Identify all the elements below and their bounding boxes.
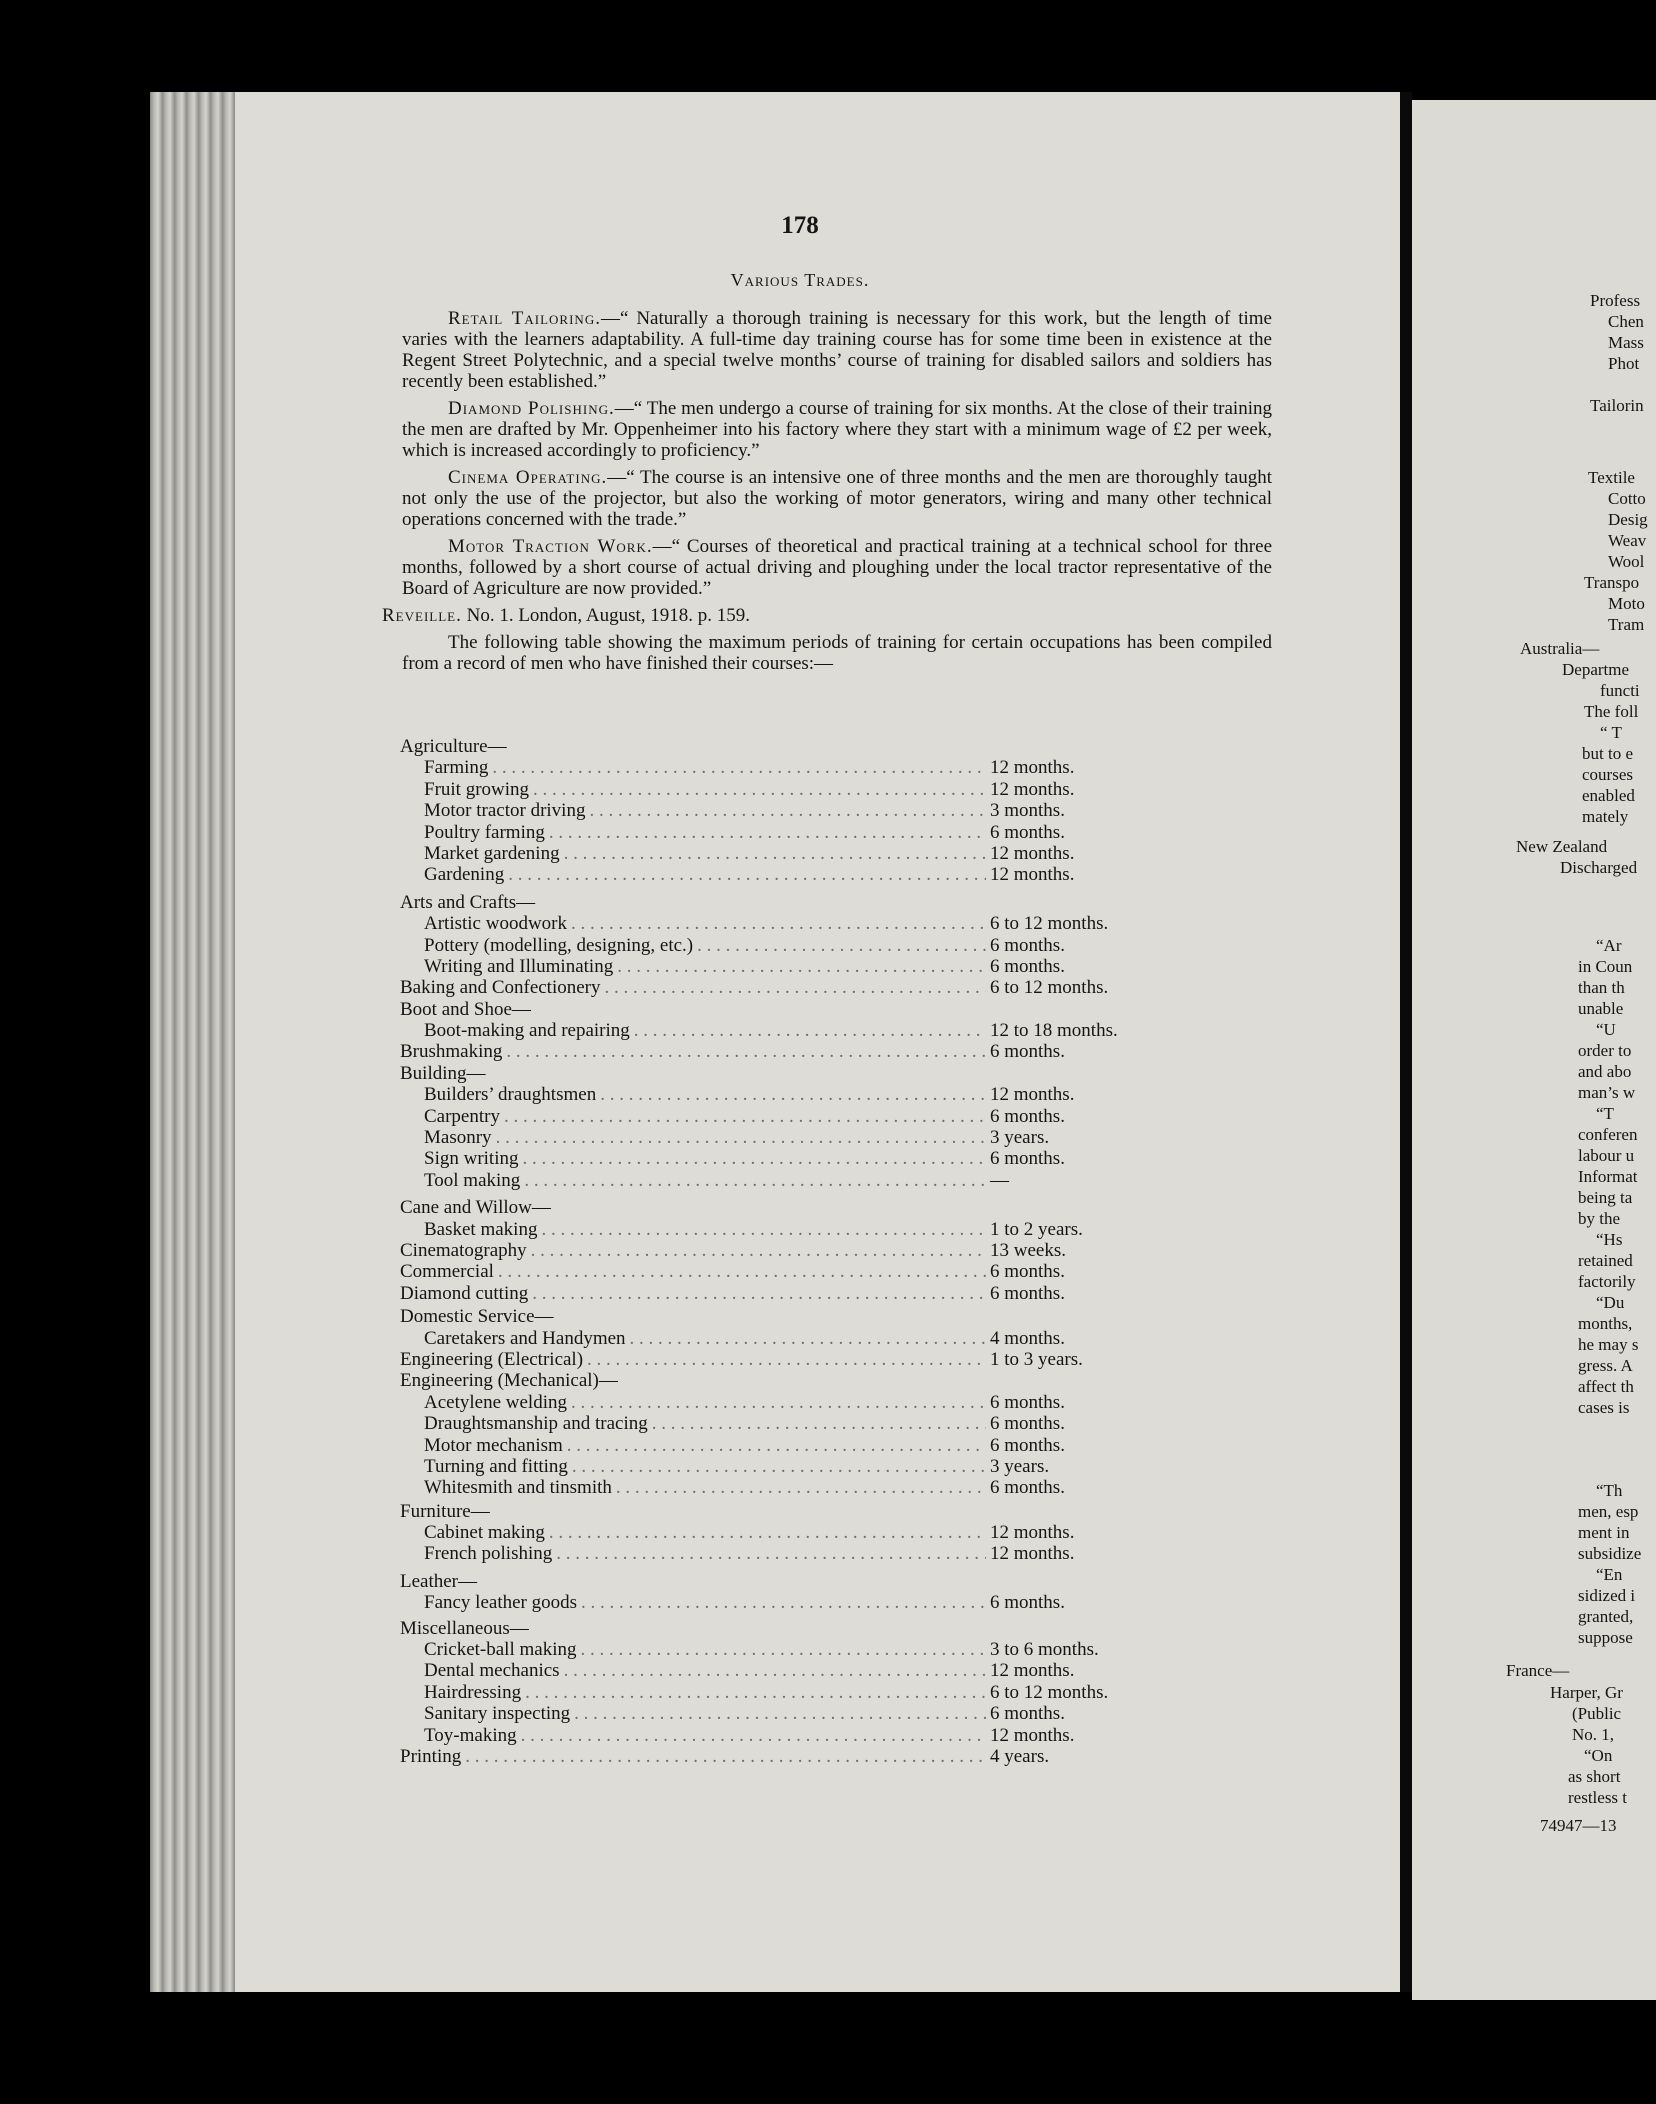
paragraph-motor-traction: [402, 536, 1272, 599]
right-page-line: Mass: [1608, 333, 1644, 352]
occupation-name: Draughtsmanship and tracing: [424, 1413, 648, 1435]
training-duration: 1 to 3 years.: [990, 1348, 1083, 1370]
table-row: [400, 1170, 1160, 1191]
training-duration: 6 months.: [990, 1434, 1065, 1456]
table-row: [400, 1283, 1160, 1304]
right-page-line: as short: [1568, 1767, 1621, 1786]
table-row: [400, 1682, 1160, 1703]
occupation-name: Artistic woodwork: [424, 913, 568, 935]
table-row: [400, 1240, 1160, 1261]
paragraph-head: Cinema Operating.: [448, 467, 608, 488]
dot-leader: [581, 1592, 986, 1613]
right-page-line: conferen: [1578, 1125, 1638, 1144]
right-page-line: “Th: [1596, 1481, 1623, 1500]
paragraph-body: —“ The men undergo a course of training for six months. At the close of their training the men are drafted by Mr. Oppenheimer into his factory where they start with a minimum wage of £2 per week, which is increased accordingly to proficiency.”: [402, 398, 1272, 461]
occupation-name: Masonry: [424, 1127, 492, 1149]
training-duration: 3 years.: [990, 1455, 1050, 1477]
right-page-line: Transpo: [1584, 573, 1640, 592]
training-duration: 12 months.: [990, 864, 1075, 886]
category-name: Boot and Shoe—: [400, 998, 531, 1020]
right-page-line: Textile: [1588, 468, 1635, 487]
category-name: Commercial: [400, 1261, 494, 1283]
right-page-line: Tailorin: [1590, 396, 1644, 415]
table-row: [400, 1477, 1160, 1498]
training-duration: 6 months.: [990, 1703, 1065, 1725]
paragraph-body: —“ Courses of theoretical and practical training at a technical school for three months, followed by a short course of actual driving and ploughing under the local tractor representative of the Board of Agriculture are now provided.”: [402, 536, 1273, 599]
paragraph-body: —“ The course is an intensive one of three months and the men are thoroughly taught not only the use of the projector, but also the working of motor generators, wiring and many other technical operations concerned with the trade.”: [402, 467, 1272, 530]
right-page-line: The foll: [1584, 702, 1639, 721]
right-page-line: in Coun: [1578, 957, 1633, 976]
dot-leader: [492, 757, 986, 778]
table-row: [400, 1543, 1160, 1564]
table-row: [400, 913, 1160, 934]
table-row: [400, 892, 1160, 913]
occupation-name: Fancy leather goods: [424, 1592, 578, 1614]
right-page-line: Tram: [1608, 615, 1645, 634]
table-row: [400, 1746, 1160, 1767]
dot-leader: [496, 1127, 986, 1148]
right-page-line: Wool: [1608, 552, 1645, 571]
dot-leader: [532, 1283, 986, 1304]
right-page-line: Weav: [1608, 531, 1647, 550]
paragraph-cinema-operating: [402, 467, 1272, 530]
category-name: Leather—: [400, 1570, 478, 1592]
right-page-line: Profess: [1590, 291, 1641, 310]
category-name: Agriculture—: [400, 736, 507, 757]
right-page-line: France—: [1506, 1661, 1570, 1680]
occupation-name: Gardening: [424, 864, 505, 886]
occupation-name: Cabinet making: [424, 1522, 545, 1544]
table-row: [400, 1522, 1160, 1543]
table-row: [400, 1725, 1160, 1746]
right-page-line: affect th: [1578, 1377, 1634, 1396]
table-row: [400, 956, 1160, 977]
table-row: [400, 864, 1160, 885]
right-page-line: Departme: [1562, 660, 1630, 679]
table-row: [400, 935, 1160, 956]
right-page-line: restless t: [1568, 1788, 1628, 1807]
dot-leader: [634, 1020, 986, 1041]
training-duration: [990, 1306, 1160, 1327]
occupation-name: Acetylene welding: [424, 1391, 567, 1413]
right-page-line: “ T: [1600, 723, 1622, 742]
table-row: [400, 1219, 1160, 1240]
right-page-line: No. 1,: [1572, 1725, 1615, 1744]
right-page-line: mately: [1582, 807, 1629, 826]
training-duration: 12 months.: [990, 842, 1075, 864]
dot-leader: [616, 1477, 986, 1498]
table-row: [400, 1197, 1160, 1218]
training-duration: 12 months.: [990, 778, 1075, 800]
training-duration: 6 to 12 months.: [990, 977, 1109, 999]
right-page-line: subsidize: [1578, 1544, 1642, 1563]
training-duration: 6 months.: [990, 1148, 1065, 1170]
dot-leader: [589, 800, 986, 821]
dot-leader: [587, 1349, 986, 1370]
dot-leader: [549, 822, 986, 843]
occupation-name: Builders’ draughtsmen: [424, 1084, 597, 1106]
right-page-line: order to: [1578, 1041, 1632, 1060]
table-row: [400, 1501, 1160, 1522]
occupation-name: Sanitary inspecting: [424, 1703, 571, 1725]
dot-leader: [533, 779, 986, 800]
reference-head: Reveille.: [382, 605, 462, 626]
occupation-name: Turning and fitting: [424, 1455, 568, 1477]
category-name: Furniture—: [400, 1500, 490, 1522]
occupation-name: Farming: [424, 757, 489, 779]
dot-leader: [630, 1328, 986, 1349]
table-row: [400, 1127, 1160, 1148]
occupation-name: Tool making: [424, 1169, 521, 1191]
reference-line: [382, 605, 1272, 626]
table-row: [400, 1063, 1160, 1084]
occupation-name: Poultry farming: [424, 821, 545, 843]
training-duration: 6 months.: [990, 1391, 1065, 1413]
paragraph-retail-tailoring: [402, 308, 1272, 392]
right-page-line: men, esp: [1578, 1502, 1639, 1521]
occupation-name: Boot-making and repairing: [424, 1020, 630, 1042]
training-duration: [990, 1618, 1160, 1639]
right-page-line: Phot: [1608, 354, 1640, 373]
dot-leader: [564, 1660, 986, 1681]
table-row: [400, 779, 1160, 800]
category-name: Engineering (Electrical): [400, 1348, 584, 1370]
training-duration: 4 years.: [990, 1745, 1050, 1767]
right-page-line: man’s w: [1578, 1083, 1636, 1102]
right-page-line: being ta: [1578, 1188, 1633, 1207]
dot-leader: [522, 1148, 986, 1169]
occupation-name: Dental mechanics: [424, 1660, 560, 1682]
paragraph-head: Diamond Polishing.: [448, 398, 615, 419]
table-row: [400, 1306, 1160, 1327]
occupation-name: Market gardening: [424, 842, 560, 864]
table-row: [400, 1639, 1160, 1660]
right-page-line: “U: [1596, 1020, 1616, 1039]
table-row: [400, 1349, 1160, 1370]
right-page-line: labour u: [1578, 1146, 1635, 1165]
right-page-line: he may s: [1578, 1335, 1639, 1354]
training-duration: 13 weeks.: [990, 1239, 1066, 1261]
right-page-line: enabled: [1582, 786, 1635, 805]
table-row: [400, 843, 1160, 864]
occupation-name: Motor mechanism: [424, 1434, 563, 1456]
category-name: Diamond cutting: [400, 1282, 529, 1304]
dot-leader: [697, 935, 986, 956]
right-page-line: suppose: [1578, 1628, 1633, 1647]
training-duration: 12 to 18 months.: [990, 1020, 1118, 1042]
occupation-name: Toy-making: [424, 1724, 517, 1746]
training-duration: 1 to 2 years.: [990, 1218, 1083, 1240]
right-page-line: “T: [1596, 1104, 1614, 1123]
occupation-name: Hairdressing: [424, 1681, 522, 1703]
right-page-line: granted,: [1578, 1607, 1634, 1626]
dot-leader: [504, 1106, 986, 1127]
occupation-name: Cricket-ball making: [424, 1639, 577, 1661]
occupation-name: French polishing: [424, 1543, 553, 1565]
right-page-line: 74947—13: [1540, 1816, 1617, 1835]
table-row: [400, 1020, 1160, 1041]
training-duration: 6 months.: [990, 1261, 1065, 1283]
training-duration: 6 months.: [990, 1105, 1065, 1127]
dot-leader: [572, 1456, 986, 1477]
dot-leader: [556, 1543, 986, 1564]
reference-body: No. 1. London, August, 1918. p. 159.: [461, 605, 751, 626]
page-edges: [150, 92, 235, 1992]
occupation-name: Whitesmith and tinsmith: [424, 1477, 612, 1499]
right-page-line: Moto: [1608, 594, 1645, 613]
category-name: Miscellaneous—: [400, 1617, 529, 1639]
dot-leader: [580, 1639, 986, 1660]
training-duration: 6 months.: [990, 934, 1065, 956]
dot-leader: [498, 1261, 986, 1282]
training-duration: 6 to 12 months.: [990, 913, 1109, 935]
training-duration: 4 months.: [990, 1327, 1065, 1349]
dot-leader: [571, 1392, 986, 1413]
training-duration: 12 months.: [990, 1724, 1075, 1746]
paragraph-body: —“ Naturally a thorough training is necessary for this work, but the length of time varies with the learners adaptability. A full-time day training course has for some time been in existence at the Regent Street Polytechnic, and a special twelve months’ course of training for disabled sailors and soldiers has recently been established.”: [402, 308, 1272, 392]
right-page-line: retained: [1578, 1251, 1633, 1270]
training-duration: 3 years.: [990, 1127, 1050, 1149]
category-name: Arts and Crafts—: [400, 891, 536, 913]
dot-leader: [524, 1170, 986, 1191]
training-duration: 6 months.: [990, 1477, 1065, 1499]
dot-leader: [617, 956, 986, 977]
right-page-line: Informat: [1578, 1167, 1638, 1186]
category-name: Cinematography: [400, 1239, 527, 1261]
training-duration: 12 months.: [990, 1522, 1075, 1544]
occupation-name: Fruit growing: [424, 778, 530, 800]
table-row: [400, 800, 1160, 821]
right-page-line: factorily: [1578, 1272, 1636, 1291]
right-page-line: courses: [1582, 765, 1633, 784]
right-page-line: Discharged: [1560, 858, 1638, 877]
right-page-line: “Ar: [1596, 936, 1622, 955]
training-duration: 6 months.: [990, 955, 1065, 977]
right-page-line: cases is: [1578, 1398, 1630, 1417]
right-page-line: by the: [1578, 1209, 1621, 1228]
occupation-name: Motor tractor driving: [424, 800, 586, 822]
table-row: [400, 1084, 1160, 1105]
table-intro: The following table showing the maximum periods of training for certain occupations has been compiled from a record of men who have finished their courses:—: [402, 632, 1272, 674]
right-page-line: sidized i: [1578, 1586, 1636, 1605]
training-duration: 6 months.: [990, 1041, 1065, 1063]
right-page-line: and abo: [1578, 1062, 1632, 1081]
training-duration: 6 months.: [990, 821, 1065, 843]
right-page-line: Chen: [1608, 312, 1644, 331]
dot-leader: [564, 843, 986, 864]
training-duration: 6 months.: [990, 1282, 1065, 1304]
training-duration: [990, 1501, 1160, 1522]
right-page-line: Harper, Gr: [1550, 1683, 1623, 1702]
table-row: [400, 1618, 1160, 1639]
right-page-line: “Du: [1596, 1293, 1625, 1312]
category-name: Printing: [400, 1745, 462, 1767]
occupation-name: Writing and Illuminating: [424, 955, 614, 977]
occupation-name: Carpentry: [424, 1105, 500, 1127]
category-name: Building—: [400, 1062, 486, 1084]
training-duration: 6 months.: [990, 1592, 1065, 1614]
right-page-line: than th: [1578, 978, 1625, 997]
table-row: [400, 977, 1160, 998]
training-duration: 3 to 6 months.: [990, 1639, 1099, 1661]
paragraph-head: Retail Tailoring.: [448, 308, 601, 329]
table-row: [400, 1261, 1160, 1282]
training-duration: 6 to 12 months.: [990, 1681, 1109, 1703]
training-duration: 12 months.: [990, 1084, 1075, 1106]
right-page-line: Desig: [1608, 510, 1648, 529]
right-page-line: Cotto: [1608, 489, 1646, 508]
table-row: [400, 1370, 1160, 1391]
dot-leader: [652, 1413, 986, 1434]
table-row: [400, 1592, 1160, 1613]
table-row: [400, 1456, 1160, 1477]
right-page-line: but to e: [1582, 744, 1633, 763]
category-name: Cane and Willow—: [400, 1197, 551, 1219]
training-duration: —: [990, 1169, 1009, 1191]
paragraph-head: Motor Traction Work.: [448, 536, 653, 557]
table-row: [400, 822, 1160, 843]
category-name: Baking and Confectionery: [400, 977, 601, 999]
training-duration: [990, 1063, 1160, 1084]
paragraph-diamond-polishing: [402, 398, 1272, 461]
training-periods-table: [400, 736, 1160, 1767]
right-page-line: New Zealand: [1516, 837, 1608, 856]
table-row: [400, 757, 1160, 778]
table-row: [400, 1106, 1160, 1127]
training-duration: 12 months.: [990, 757, 1075, 779]
right-page-line: (Public: [1572, 1704, 1622, 1723]
body-text: [382, 308, 1273, 680]
training-duration: [990, 999, 1160, 1020]
dot-leader: [531, 1240, 986, 1261]
category-name: Brushmaking: [400, 1041, 503, 1063]
table-row: [400, 1571, 1160, 1592]
training-duration: 6 months.: [990, 1413, 1065, 1435]
training-duration: [990, 736, 1160, 757]
dot-leader: [506, 1041, 986, 1062]
dot-leader: [465, 1746, 986, 1767]
dot-leader: [574, 1703, 986, 1724]
table-row: [400, 999, 1160, 1020]
right-page-line: unable: [1578, 999, 1624, 1018]
training-duration: 12 months.: [990, 1660, 1075, 1682]
table-row: [400, 1703, 1160, 1724]
training-duration: 12 months.: [990, 1543, 1075, 1565]
table-row: [400, 736, 1160, 757]
section-heading: Various Trades.: [730, 270, 870, 290]
table-row: [400, 1328, 1160, 1349]
dot-leader: [525, 1682, 986, 1703]
table-row: [400, 1392, 1160, 1413]
training-duration: [990, 1197, 1160, 1218]
occupation-name: Pottery (modelling, designing, etc.): [424, 934, 694, 956]
dot-leader: [605, 977, 986, 998]
occupation-name: Caretakers and Handymen: [424, 1327, 626, 1349]
training-duration: [990, 1370, 1160, 1391]
right-page-line: “Hs: [1596, 1230, 1623, 1249]
right-page-line: “On: [1584, 1746, 1613, 1765]
table-row: [400, 1435, 1160, 1456]
right-page-line: functi: [1600, 681, 1640, 700]
category-name: Domestic Service—: [400, 1306, 554, 1328]
right-page-line: months,: [1578, 1314, 1633, 1333]
dot-leader: [567, 1435, 986, 1456]
occupation-name: Basket making: [424, 1218, 538, 1240]
table-row: [400, 1413, 1160, 1434]
dot-leader: [541, 1219, 986, 1240]
training-duration: 3 months.: [990, 800, 1065, 822]
training-duration: [990, 892, 1160, 913]
book-gutter: [1400, 92, 1412, 1992]
occupation-name: Sign writing: [424, 1148, 519, 1170]
page-number: 178: [781, 212, 819, 239]
table-row: [400, 1660, 1160, 1681]
right-page-line: ment in: [1578, 1523, 1630, 1542]
category-name: Engineering (Mechanical)—: [400, 1370, 618, 1392]
table-row: [400, 1041, 1160, 1062]
dot-leader: [521, 1725, 986, 1746]
dot-leader: [600, 1084, 986, 1105]
table-row: [400, 1148, 1160, 1169]
dot-leader: [549, 1522, 986, 1543]
dot-leader: [508, 864, 986, 885]
dot-leader: [571, 913, 986, 934]
right-page-line: Australia—: [1520, 639, 1600, 658]
training-duration: [990, 1571, 1160, 1592]
right-page-line: “En: [1596, 1565, 1623, 1584]
right-page-line: gress. A: [1578, 1356, 1633, 1375]
